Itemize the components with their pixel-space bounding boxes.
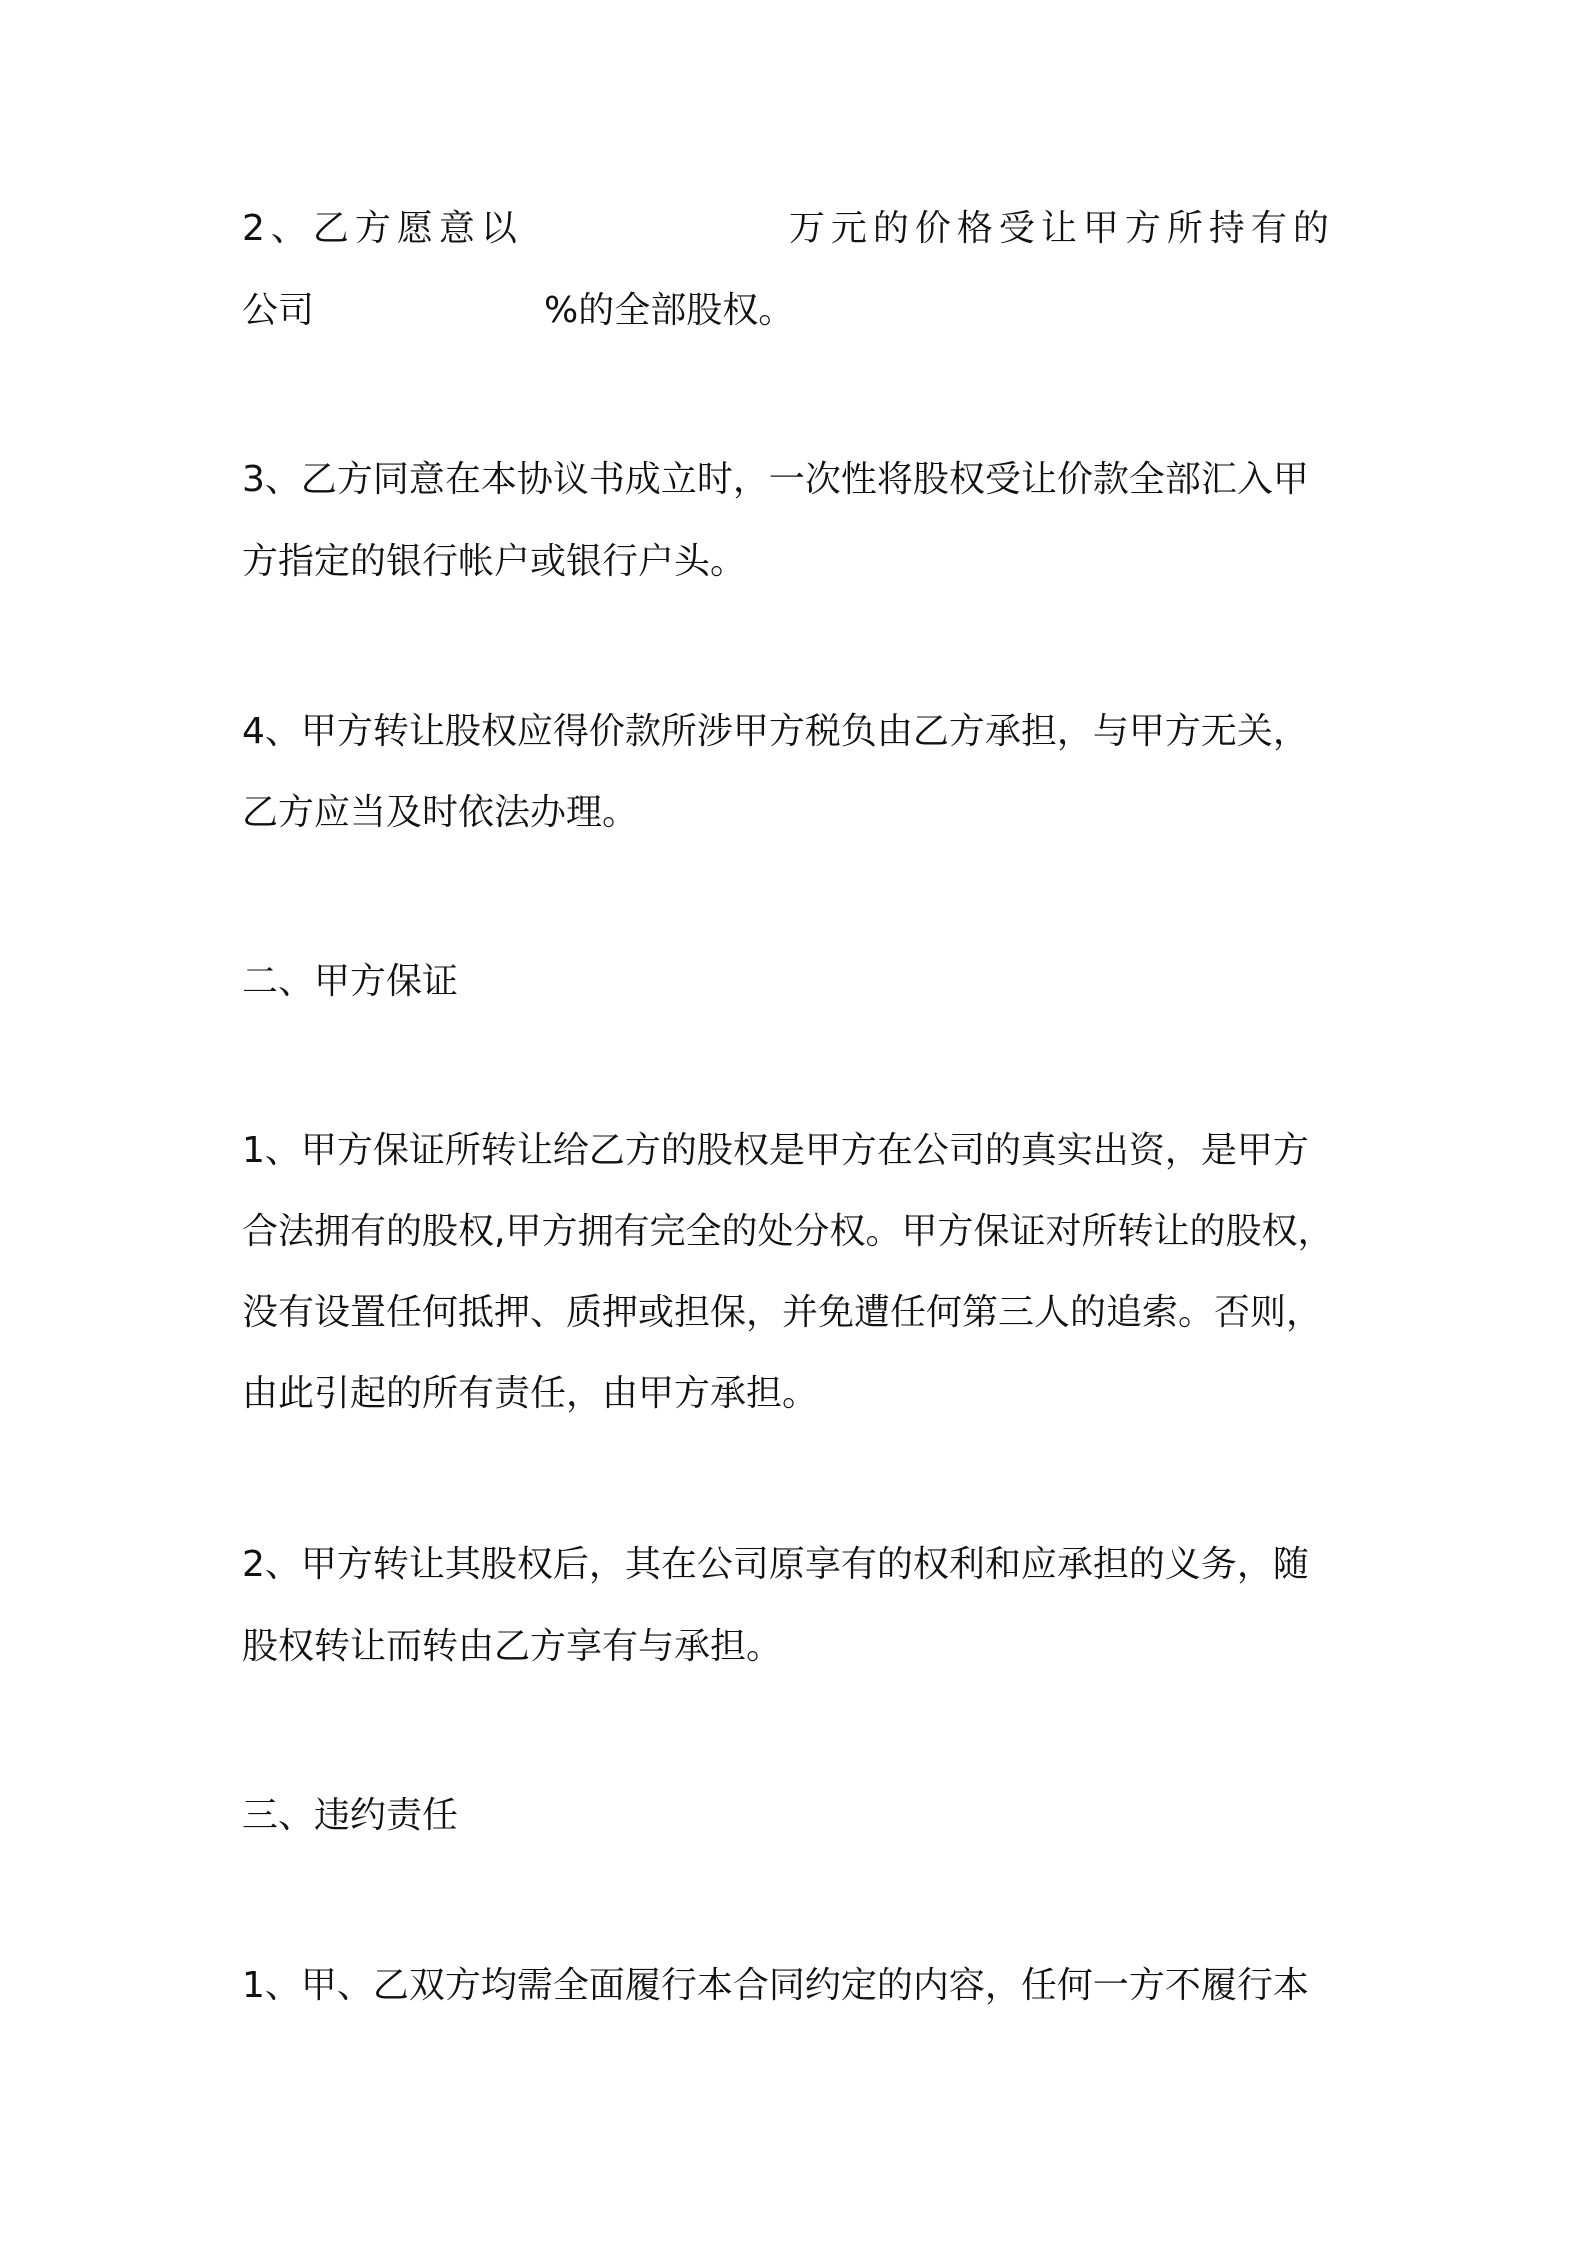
- section-2-clause-2-line-2: [242, 1617, 1362, 1677]
- clause-4-line-2: [242, 783, 1362, 843]
- clause-2-line-1: [242, 199, 1362, 259]
- clause-3-line-2: [242, 532, 1362, 592]
- section-3-clause-1-line-1: [242, 1956, 1362, 2016]
- section-2-clause-1-text-1: 1、甲方保证所转让给乙方的股权是甲方在公司的真实出资，是甲方: [242, 1130, 1309, 1171]
- clause-4-text-2: 乙方应当及时依法办理。: [242, 792, 639, 833]
- section-2-clause-1-text-2: 合法拥有的股权,甲方拥有完全的处分权。甲方保证对所转让的股权，: [242, 1211, 1334, 1252]
- clause-2-company-prefix: 公司: [242, 290, 315, 331]
- section-2-clause-2-text-2: 股权转让而转由乙方享有与承担。: [242, 1626, 783, 1667]
- section-3-heading-text: 三、违约责任: [242, 1795, 459, 1836]
- clause-2-price-suffix: 万元的价格受让甲方所持有的: [788, 208, 1335, 249]
- section-3-heading: [242, 1786, 1362, 1846]
- section-3-clause-1-text-1: 1、甲、乙双方均需全面履行本合同约定的内容，任何一方不履行本: [242, 1965, 1309, 2006]
- clause-3-text-2: 方指定的银行帐户或银行户头。: [242, 541, 747, 582]
- section-2-clause-1-line-1: [242, 1121, 1362, 1181]
- section-2-clause-1-line-4: [242, 1364, 1362, 1424]
- clause-3-text-1: 3、乙方同意在本协议书成立时，一次性将股权受让价款全部汇入甲: [242, 459, 1309, 500]
- section-2-clause-1-line-2: [242, 1202, 1362, 1262]
- section-2-heading: [242, 952, 1362, 1012]
- clause-2-line-2: [242, 281, 1362, 341]
- clause-4-line-1: [242, 702, 1362, 762]
- clause-2-price-prefix: 2、乙方愿意以: [242, 208, 523, 249]
- section-2-heading-text: 二、甲方保证: [242, 961, 459, 1002]
- section-2-clause-1-text-3: 没有设置任何抵押、质押或担保，并免遭任何第三人的追索。否则，: [242, 1292, 1323, 1333]
- section-2-clause-2-text-1: 2、甲方转让其股权后，其在公司原享有的权利和应承担的义务，随: [242, 1544, 1309, 1585]
- section-2-clause-1-text-4: 由此引起的所有责任，由甲方承担。: [242, 1373, 819, 1414]
- clause-4-text-1: 4、甲方转让股权应得价款所涉甲方税负由乙方承担，与甲方无关，: [242, 711, 1309, 752]
- clause-3-line-1: [242, 450, 1362, 510]
- section-2-clause-2-line-1: [242, 1535, 1362, 1595]
- clause-2-share-suffix: %的全部股权。: [544, 290, 795, 331]
- section-2-clause-1-line-3: [242, 1283, 1362, 1343]
